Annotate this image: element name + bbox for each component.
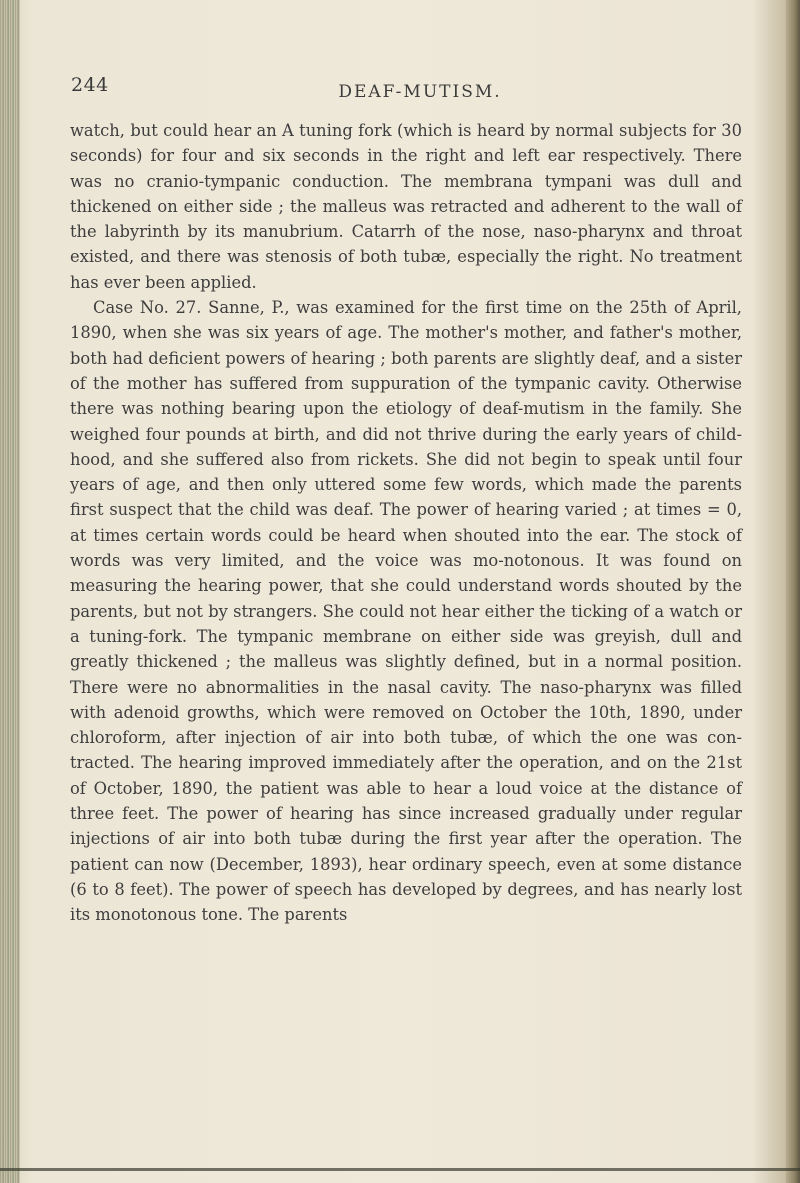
paragraph-case-27: Case No. 27. Sanne, P., was examined for the first time on the 25th of April, 1890, when she was six years of age. The mother's mother, and father's mother, both had deficient powers of hearing ; both parents are slightly deaf, and a sister of the mother has suffered from suppuration of the tympanic cavity. Otherwise there was nothing bearing upon the etiology of deaf-mutism in the family. She weighed four pounds at birth, and did not thrive during the early years of child-hood, and she suffered also from rickets. She did not begin to speak until four years of age, and then only uttered some few words, which made the parents first suspect that the child was deaf. The power of hearing varied ; at times = 0, at times certain words could be heard when shouted into the ear. The stock of words was very limited, and the voice was mo-notonous. It was found on measuring the hearing power, that she could understand words shouted by the parents, but not by strangers. She could not hear either the ticking of a watch or a tuning-fork. The tympanic membrane on either side was greyish, dull and greatly thickened ; the malleus was slightly defined, but in a normal position. There were no abnormalities in the nasal cavity. The naso-pharynx was filled with adenoid growths, which were removed on October the 10th, 1890, under chloroform, after injection of air into both tubæ, of which the one was con-tracted. The hearing improved immediately after the operation, and on the 21st of October, 1890, the patient was able to hear a loud voice at the distance of three feet. The power of hearing has since increased gradually under regular injections of air into both tubæ during the first year after the operation. The patient can now (December, 1893), hear ordinary speech, even at some distance (6 to 8 feet). The power of speech has developed by degrees, and has nearly lost its monotonous tone. The parents (70, 298, 742, 925)
page-fore-edge (786, 0, 800, 1183)
book-spine-edge (0, 0, 20, 1183)
paragraph-continuation: watch, but could hear an A tuning fork (which is heard by normal subjects for 30 seconds) for four and six seconds in the right and left ear respectively. There was no cranio-tympanic conduction. The membrana tympani was dull and thickened on either side ; the malleus was retracted and adherent to the wall of the labyrinth by its manubrium. Catarrh of the nose, naso-pharynx and throat existed, and there was stenosis of both tubæ, especially the right. No treatment has ever been applied. (70, 121, 742, 292)
running-head: DEAF-MUTISM. (338, 82, 502, 102)
bottom-edge-shadow (0, 1168, 800, 1171)
page-number: 244 (71, 74, 109, 96)
body-text (70, 118, 742, 928)
